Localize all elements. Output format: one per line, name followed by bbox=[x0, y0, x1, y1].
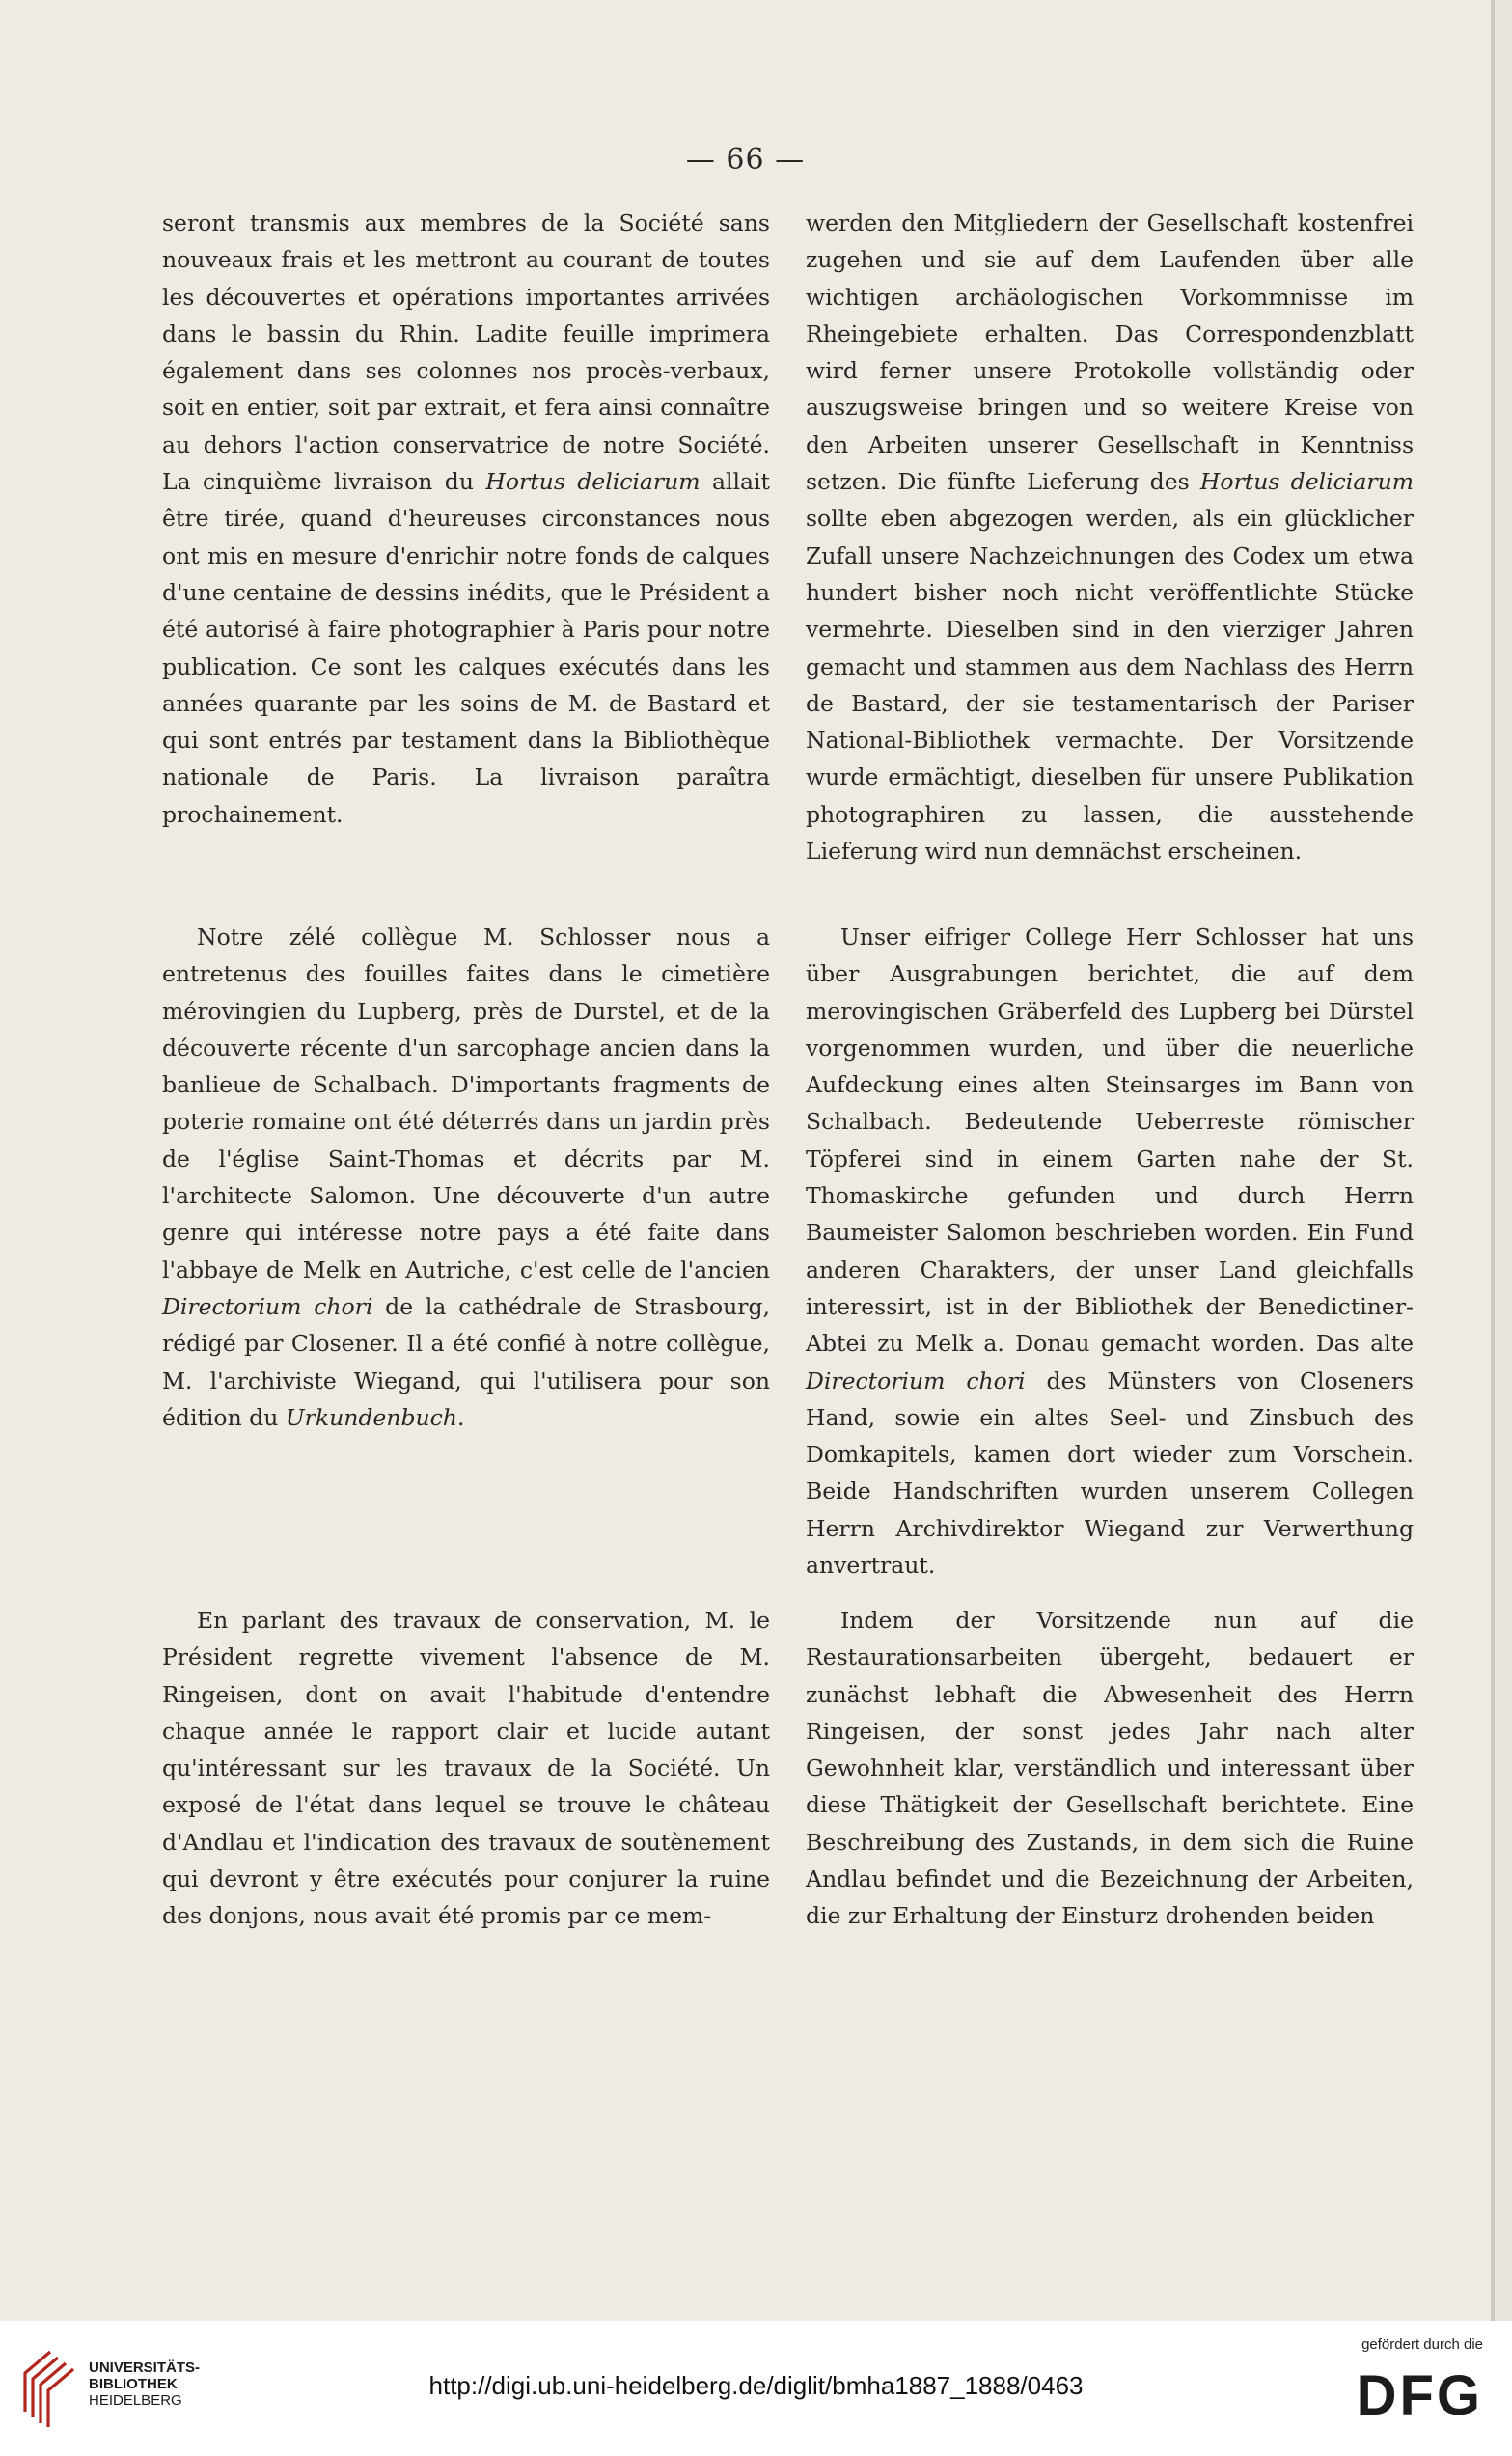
text-run: werden den Mitgliedern der Gesellschaft kostenfrei zugehen und sie auf dem Laufenden über alle wichtigen archäologischen Vorkommnisse im Rheingebiete erhalten. Das Correspondenzblatt wird ferner unsere Protokolle vollständig oder auszugsweise bringen und so weitere Kreise von den Arbeiten unserer Gesellschaft in Kenntniss setzen. Die fünfte Lieferung des bbox=[806, 209, 1414, 496]
text-run: seront transmis aux membres de la Société sans nouveaux frais et les mettront au courant de toutes les découvertes et opérations importantes arrivées dans le bassin du Rhin. Ladite feuille imprimera également dans ses colonnes nos procès-verbaux, soit en entier, soit par extrait, et fera ainsi connaître au dehors l'action conservatrice de notre Société. La cinquième livraison du bbox=[162, 209, 770, 496]
paragraph-text bbox=[162, 205, 770, 833]
italic-title: Directorium chori bbox=[162, 1292, 373, 1320]
text-run: des Münsters von Closeners Hand, sowie ein altes Seel- und Zinsbuch des Domkapitels, kamen dort wieder zum Vorschein. Beide Handschriften wurden unserem Collegen Herrn Archivdirektor Wiegand zur Verwerthung anvertraut. bbox=[806, 1366, 1414, 1580]
library-name-line-3: HEIDELBERG bbox=[89, 2392, 182, 2409]
text-run: Indem der Vorsitzende nun auf die Restaurationsarbeiten übergeht, bedauert er zunächst lebhaft die Abwesenheit des Herrn Ringeisen, der sonst jedes Jahr nach alter Gewohnheit klar, verständlich und interessant über diese Thätigkeit der Gesellschaft berichtete. Eine Beschreibung des Zustands, in dem sich die Ruine Andlau befindet und die Bezeichnung der Arbeiten, die zur Erhaltung der Einsturz drohenden beiden bbox=[806, 1607, 1414, 1930]
text-run: allait être tirée, quand d'heureuses circonstances nous ont mis en mesure d'enrichir notre fonds de calques d'une centaine de dessins inédits, que le Président a été autorisé à faire photographier à Paris pour notre publication. Ce sont les calques exécutés dans les années quarante par les soins de M. de Bastard et qui sont entrés par testament dans la Bibliothèque nationale de Paris. La livraison paraîtra prochainement. bbox=[162, 468, 770, 828]
paragraph-text bbox=[162, 919, 770, 1436]
library-name-line-1: UNIVERSITÄTS- bbox=[89, 2359, 201, 2376]
dfg-logo: DFG bbox=[1356, 2364, 1483, 2427]
french-paragraph-2 bbox=[162, 919, 770, 1436]
italic-title: Directorium chori bbox=[806, 1366, 1026, 1394]
text-run: . bbox=[456, 1403, 465, 1431]
paragraph-text bbox=[162, 1602, 770, 1935]
text-run: Notre zélé collègue M. Schlosser nous a entretenus des fouilles faites dans le cimetière mérovingien du Lupberg, près de Durstel, et de la découverte récente d'un sarcophage ancien dans la banlieue de Schalbach. D'importants fragments de poterie romaine ont été déterrés dans un jardin près de l'église Saint-Thomas et décrits par M. l'architecte Salomon. Une découverte d'un autre genre qui intéresse notre pays a été faite dans l'abbaye de Melk en Autriche, c'est celle de l'ancien bbox=[162, 924, 770, 1283]
source-url-link[interactable]: http://digi.ub.uni-heidelberg.de/diglit/bmha1887_1888/0463 bbox=[428, 2371, 1084, 2400]
funded-by-label: gefördert durch die bbox=[1361, 2336, 1483, 2353]
german-paragraph-2 bbox=[806, 919, 1414, 1584]
french-paragraph-3 bbox=[162, 1602, 770, 1935]
footer-bar bbox=[0, 2321, 1512, 2456]
text-run: de la cathédrale de Strasbourg, rédigé par Closener. Il a été confié à notre collègue, M. l'archiviste Wiegand, qui l'utilisera pour son édition du bbox=[162, 1292, 770, 1431]
italic-title: Hortus deliciarum bbox=[1199, 468, 1414, 496]
french-paragraph-1 bbox=[162, 205, 770, 833]
text-run: sollte eben abgezogen werden, als ein glücklicher Zufall unsere Nachzeichnungen des Codex um etwa hundert bisher noch nicht veröffentlichte Stücke vermehrte. Dieselben sind in den vierziger Jahren gemacht und stammen aus dem Nachlass des Herrn de Bastard, der sie testamentarisch der Pariser National-Bibliothek vermachte. Der Vorsitzende wurde ermächtigt, dieselben für unsere Publikation photographiren zu lassen, die ausstehende Lieferung wird nun demnächst erscheinen. bbox=[806, 505, 1414, 866]
page-number: — 66 — bbox=[685, 143, 806, 177]
italic-title: Urkundenbuch bbox=[285, 1403, 457, 1431]
paragraph-text bbox=[806, 1602, 1414, 1935]
text-run: En parlant des travaux de conservation, M. le Président regrette vivement l'absence de M. Ringeisen, dont on avait l'habitude d'entendre chaque année le rapport clair et lucide autant qu'intéressant sur les travaux de la Société. Un exposé de l'état dans lequel se trouve le château d'Andlau et l'indication des travaux de soutènement qui devront y être exécutés pour conjurer la ruine des donjons, nous avait été promis par ce mem- bbox=[162, 1607, 770, 1930]
paragraph-text bbox=[806, 919, 1414, 1584]
german-paragraph-1 bbox=[806, 205, 1414, 869]
german-paragraph-3 bbox=[806, 1602, 1414, 1935]
library-name-line-2: BIBLIOTHEK bbox=[89, 2376, 178, 2392]
text-run: Unser eifriger College Herr Schlosser hat uns über Ausgrabungen berichtet, die auf dem merovingischen Gräberfeld des Lupberg bei Dürstel vorgenommen wurden, und über die neuerliche Aufdeckung eines alten Steinsarges im Bann von Schalbach. Bedeutende Ueberreste römischer Töpferei sind in einem Garten nahe der St. Thomaskirche gefunden und durch Herrn Baumeister Salomon beschrieben worden. Ein Fund anderen Charakters, der unser Land gleichfalls interessirt, ist in der Bibliothek der Benedictiner-Abtei zu Melk a. Donau gemacht worden. Das alte bbox=[806, 924, 1414, 1358]
italic-title: Hortus deliciarum bbox=[485, 468, 701, 496]
paragraph-text bbox=[806, 205, 1414, 869]
